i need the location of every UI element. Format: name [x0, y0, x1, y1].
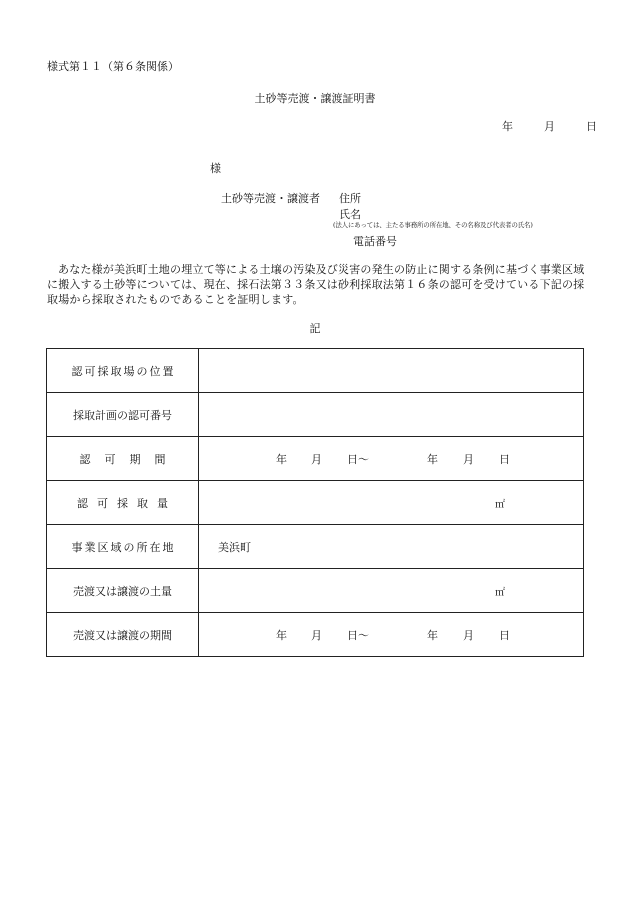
from-month: 月 — [311, 628, 322, 642]
to-month: 月 — [463, 628, 474, 642]
certifier-label: 土砂等売渡・譲渡者 — [221, 192, 320, 205]
from-day: 日～ — [347, 452, 369, 466]
row-label: 認可採取場の位置 — [47, 349, 199, 393]
to-year: 年 — [427, 452, 438, 466]
table-row — [47, 349, 584, 393]
from-day: 日～ — [347, 628, 369, 642]
row-label: 事業区域の所在地 — [47, 525, 199, 569]
from-year: 年 — [276, 452, 287, 466]
issue-date-year: 年 — [502, 120, 513, 133]
row-label: 認可期間 — [47, 437, 199, 481]
address-label: 住所 — [339, 192, 361, 205]
table-row — [47, 393, 584, 437]
issue-date-day: 日 — [586, 120, 597, 133]
to-month: 月 — [463, 452, 474, 466]
transfer-period-field[interactable] — [199, 613, 584, 657]
row-label: 認可採取量 — [47, 481, 199, 525]
form-number: 様式第１１（第６条関係） — [47, 60, 179, 73]
from-year: 年 — [276, 628, 287, 642]
table-row — [47, 569, 584, 613]
unit-label: ㎡ — [495, 499, 505, 510]
row-label: 売渡又は譲渡の土量 — [47, 569, 199, 613]
row-label: 売渡又は譲渡の期間 — [47, 613, 199, 657]
table-row — [47, 525, 584, 569]
project-location-value: 美浜町 — [218, 540, 251, 554]
table-row — [47, 481, 584, 525]
permitted-volume-field[interactable] — [199, 481, 584, 525]
from-month: 月 — [311, 452, 322, 466]
to-day: 日 — [499, 452, 510, 466]
row-label: 採取計画の認可番号 — [47, 393, 199, 437]
unit-label: ㎡ — [495, 587, 505, 598]
to-day: 日 — [499, 628, 510, 642]
to-year: 年 — [427, 628, 438, 642]
certification-body: あなた様が美浜町土地の埋立て等による土壌の汚染及び災害の発生の防止に関する条例に基づく事業区域に搬入する土砂等については、現在、採石法第３３条又は砂利採取法第１６条の認可を受けている下記の採取場から採取されたものであることを証明します。 — [47, 263, 585, 306]
corporation-note: (法人にあっては、主たる事務所の所在地、その名称及び代表者の氏名) — [333, 221, 533, 229]
transfer-volume-field[interactable] — [199, 569, 584, 613]
phone-label: 電話番号 — [353, 235, 397, 248]
issue-date-month: 月 — [544, 120, 555, 133]
site-location-field[interactable] — [199, 349, 584, 393]
table-row — [47, 613, 584, 657]
project-location-field[interactable] — [199, 525, 584, 569]
permit-period-field[interactable] — [199, 437, 584, 481]
ki-heading: 記 — [309, 322, 321, 335]
document-title: 土砂等売渡・譲渡証明書 — [254, 92, 376, 105]
name-label: 氏名 — [339, 208, 361, 221]
recipient-suffix: 様 — [210, 162, 221, 175]
issue-date — [502, 121, 597, 132]
record-table — [46, 348, 584, 657]
permit-number-field[interactable] — [199, 393, 584, 437]
table-row — [47, 437, 584, 481]
